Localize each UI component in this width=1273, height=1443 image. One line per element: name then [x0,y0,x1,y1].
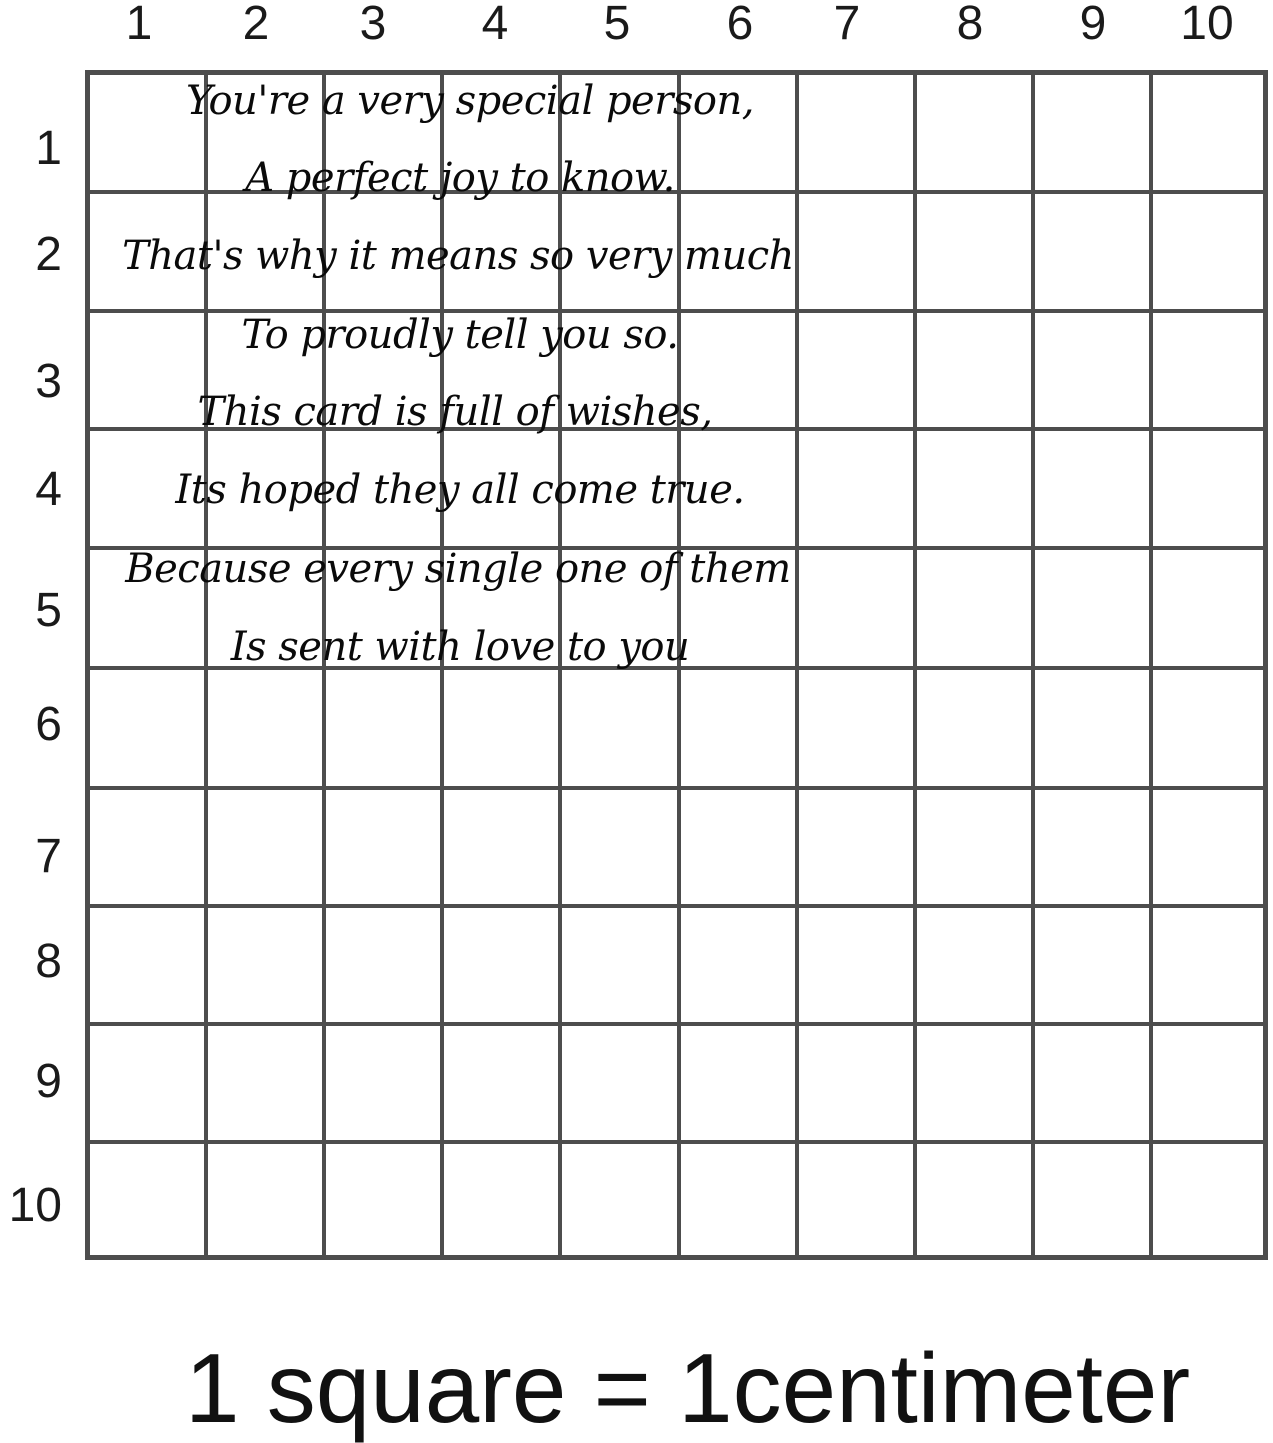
row-label-3: 3 [35,355,62,408]
row-label-2: 2 [35,228,62,281]
poem-line: Is sent with love to you [230,624,690,670]
row-label-5: 5 [35,584,62,637]
column-label-10: 10 [1180,0,1234,50]
row-label-8: 8 [35,935,62,988]
row-label-1: 1 [35,122,62,175]
column-label-5: 5 [603,0,631,50]
poem-line: Because every single one of them [125,546,791,592]
column-label-1: 1 [125,0,153,50]
row-label-6: 6 [35,698,62,751]
poem-line: A perfect joy to know. [245,155,675,201]
grid-line [1031,75,1035,1255]
column-label-9: 9 [1079,0,1107,50]
scale-caption: 1 square = 1centimeter [185,1333,1191,1443]
row-label-4: 4 [35,463,62,516]
poem-line: You're a very special person, [186,78,754,124]
row-label-9: 9 [35,1055,62,1108]
poem-line: That's why it means so very much [122,233,794,279]
grid-line [1149,75,1153,1255]
row-label-7: 7 [35,830,62,883]
column-label-8: 8 [956,0,984,50]
grid-line [90,1140,1263,1144]
poem-line: Its hoped they all come true. [175,467,745,513]
grid-line [90,904,1263,908]
grid-line [90,786,1263,790]
grid-line [913,75,917,1255]
column-label-2: 2 [242,0,270,50]
column-label-6: 6 [726,0,754,50]
poem-line: To proudly tell you so. [241,312,679,358]
row-label-10: 10 [8,1179,62,1232]
column-label-3: 3 [359,0,387,50]
poem-line: This card is full of wishes, [197,389,713,435]
column-label-4: 4 [481,0,509,50]
grid-line [90,1022,1263,1026]
column-label-7: 7 [833,0,861,50]
